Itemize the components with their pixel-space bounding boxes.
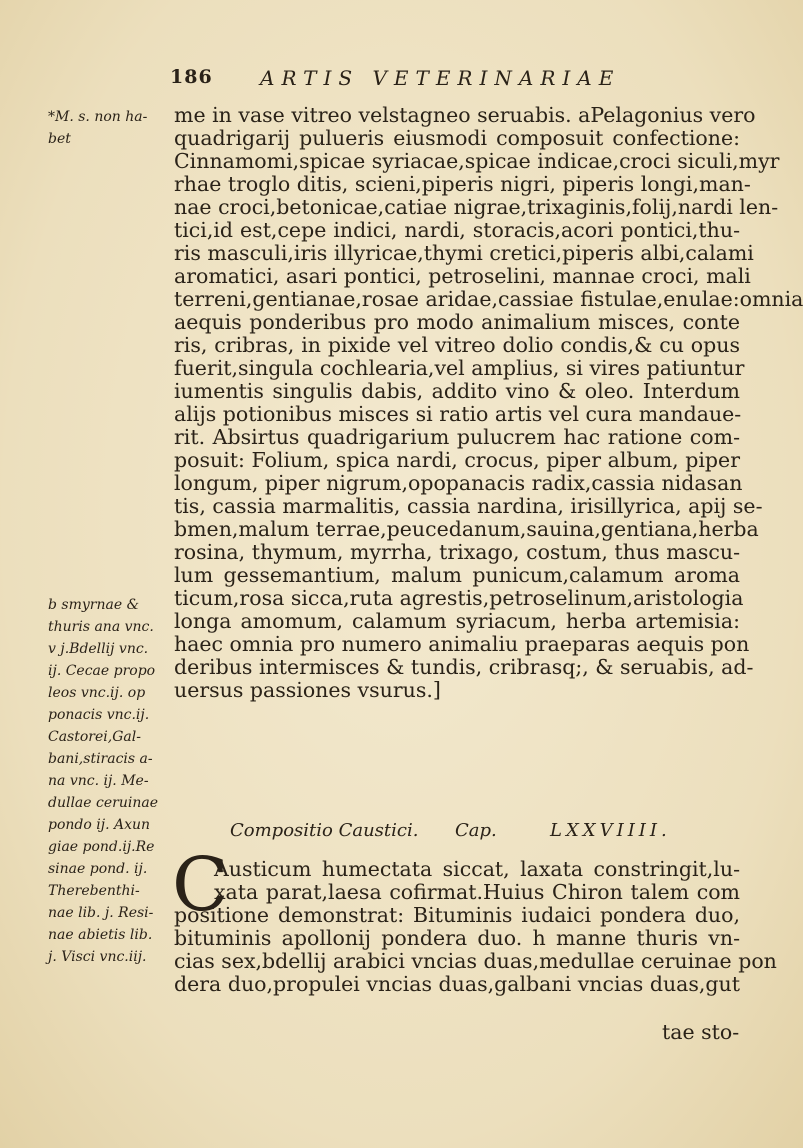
text-line: tici,id est,cepe indici, nardi, storacis,acori pontici,thu-: [174, 218, 740, 242]
text-line: bituminis apollonij pondera duo. h manne thuris vn-: [174, 926, 740, 950]
text-line: ris masculi,iris illyricae,thymi cretici,piperis albi,calami: [174, 241, 754, 265]
text-line: rosina, thymum, myrrha, trixago, costum, thus mascu-: [174, 540, 740, 564]
margin-note-line: Therebenthi-: [48, 883, 140, 899]
chapter-cap-label: Cap.: [455, 820, 497, 841]
text-line: lum gessemantium, malum punicum,calamum aroma: [174, 563, 740, 587]
text-line: iumentis singulis dabis, addito vino & oleo. Interdum: [174, 379, 740, 403]
margin-note-line: pondo ij. Axun: [48, 817, 151, 833]
margin-note-line: nae abietis lib.: [48, 927, 153, 943]
margin-note-line: bani,stiracis a-: [48, 751, 153, 767]
margin-note-line: leos vnc.ij. op: [48, 685, 146, 701]
text-line: ticum,rosa sicca,ruta agrestis,petroselinum,aristologia: [174, 586, 744, 610]
main-text: [174, 103, 803, 702]
margin-note-line: Castorei,Gal-: [48, 729, 141, 745]
margin-note-line: ij. Cecae propo: [48, 663, 156, 679]
page-number: 186: [170, 66, 213, 88]
text-line: dera duo,propulei vncias duas,galbani vncias duas,gut: [174, 972, 740, 996]
margin-note-line: na vnc. ij. Me-: [48, 773, 149, 789]
margin-note-line: dullae ceruinae: [48, 795, 158, 811]
chapter-number: LXXVIIII.: [550, 820, 671, 841]
chapter-text: [174, 857, 777, 996]
text-line: fuerit,singula cochlearia,vel amplius, si vires patiuntur: [174, 356, 745, 380]
text-line: alijs potionibus misces si ratio artis vel cura mandaue-: [174, 402, 742, 426]
text-line: me in vase vitreo velstagneo seruabis. aPelagonius vero: [174, 103, 756, 127]
text-line: aequis ponderibus pro modo animalium misces, conte: [174, 310, 740, 334]
running-head: ARTIS VETERINARIAE: [260, 66, 621, 90]
margin-note-line: ponacis vnc.ij.: [48, 707, 150, 723]
text-line: rhae troglo ditis, scieni,piperis nigri, piperis longi,man-: [174, 172, 751, 196]
text-line: posuit: Folium, spica nardi, crocus, piper album, piper: [174, 448, 740, 472]
text-line: longa amomum, calamum syriacum, herba artemisia:: [174, 609, 740, 633]
text-line: ris, cribras, in pixide vel vitreo dolio condis,& cu opus: [174, 333, 740, 357]
text-line: xata parat,laesa cofirmat.Huius Chiron talem com: [214, 880, 740, 904]
text-line: terreni,gentianae,rosae aridae,cassiae fistulae,enulae:omnia: [174, 287, 803, 311]
text-line: tis, cassia marmalitis, cassia nardina, irisillyrica, apij se-: [174, 494, 763, 518]
text-line: haec omnia pro numero animaliu praeparas aequis pon: [174, 632, 750, 656]
chapter-heading: [230, 820, 740, 846]
margin-note-line: sinae pond. ij.: [48, 861, 148, 877]
page-header: [170, 66, 730, 96]
margin-note-line: nae lib. j. Resi-: [48, 905, 154, 921]
text-line: nae croci,betonicae,catiae nigrae,trixaginis,folij,nardi len-: [174, 195, 779, 219]
text-line: Cinnamomi,spicae syriacae,spicae indicae,croci siculi,myr: [174, 149, 780, 173]
text-line: aromatici, asari pontici, petroselini, mannae croci, mali: [174, 264, 751, 288]
margin-note-line: j. Visci vnc.iij.: [48, 949, 147, 965]
text-line: longum, piper nigrum,opopanacis radix,cassia nidasan: [174, 471, 743, 495]
text-line: cias sex,bdellij arabici vncias duas,medullae ceruinae pon: [174, 949, 777, 973]
margin-note-line: v j.Bdellij vnc.: [48, 641, 149, 657]
text-line: rit. Absirtus quadrigarium pulucrem hac ratione com-: [174, 425, 740, 449]
chapter-title: Compositio Caustici.: [230, 820, 419, 841]
text-line: Austicum humectata siccat, laxata constringit,lu-: [214, 857, 740, 881]
text-line: positione demonstrat: Bituminis iudaici pondera duo,: [174, 903, 740, 927]
margin-note-recipe: [48, 594, 170, 968]
text-line: uersus passiones vsurus.]: [174, 678, 441, 702]
text-line: deribus intermisces & tundis, cribrasq;, & seruabis, ad-: [174, 655, 754, 679]
text-line: bmen,malum terrae,peucedanum,sauina,gentiana,herba: [174, 517, 759, 541]
margin-note-line: b smyrnae &: [48, 597, 140, 613]
margin-note-line: giae pond.ij.Re: [48, 839, 155, 855]
margin-note-line: bet: [48, 131, 71, 147]
margin-note-line: thuris ana vnc.: [48, 619, 154, 635]
text-line: quadrigarij pulueris eiusmodi composuit confectione:: [174, 126, 740, 150]
catchword: tae sto-: [662, 1020, 740, 1044]
drop-cap: C: [172, 842, 229, 928]
margin-note-line: *M. s. non ha-: [48, 109, 148, 125]
margin-note-top: [48, 106, 170, 150]
